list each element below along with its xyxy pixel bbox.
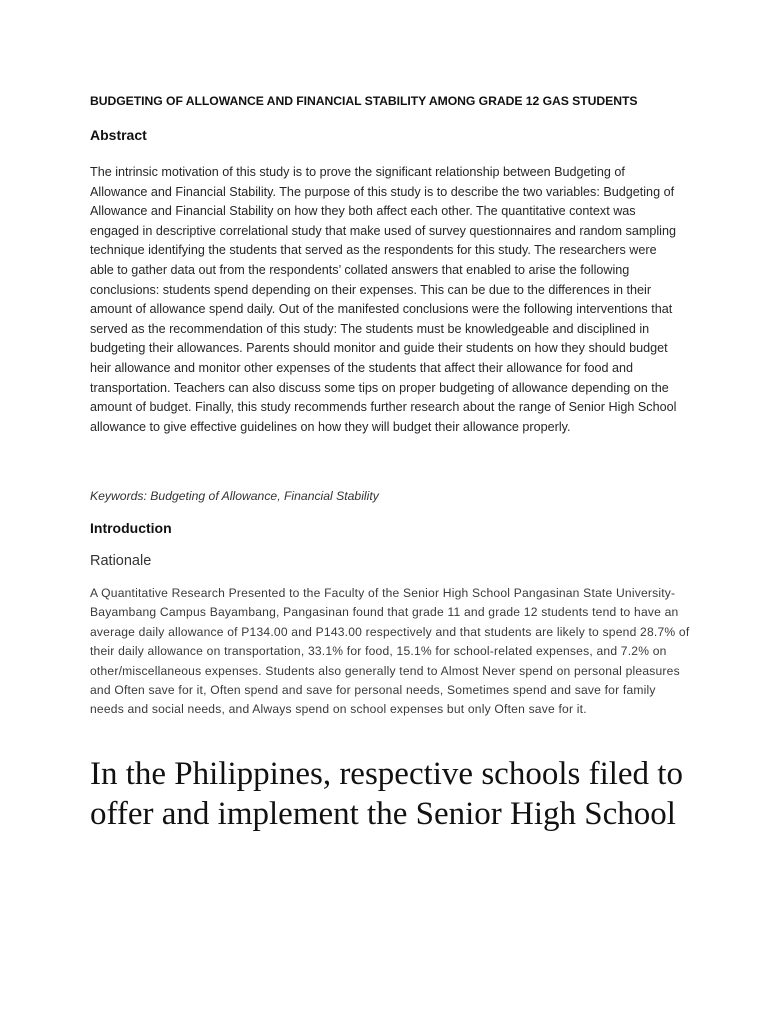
keywords-line: Keywords: Budgeting of Allowance, Financial Stability <box>90 489 379 503</box>
document-title: BUDGETING OF ALLOWANCE AND FINANCIAL STABILITY AMONG GRADE 12 GAS STUDENTS <box>90 94 638 108</box>
rationale-heading: Rationale <box>90 553 152 569</box>
rationale-paragraph: A Quantitative Research Presented to the Faculty of the Senior High School Pangasinan State University-Bayambang Campus Bayambang, Pangasinan found that grade 11 and grade 12 students tend to have an average daily allowance of P134.00 and P143.00 respectively and that students are likely to spend 28.7% of their daily allowance on transportation, 33.1% for food, 15.1% for school-related expenses, and 7.2% on other/miscellaneous expenses. Students also generally tend to Almost Never spend on personal pleasures and Often save for it, Often spend and save for personal needs, Sometimes spend and save for family needs and social needs, and Always spend on school expenses but only Often save for it. <box>90 586 690 717</box>
abstract-heading: Abstract <box>90 127 147 143</box>
introduction-heading: Introduction <box>90 520 172 536</box>
large-paragraph: In the Philippines, respective schools filed to offer and implement the Senior High School <box>90 756 683 832</box>
abstract-paragraph: The intrinsic motivation of this study is to prove the significant relationship between Budgeting of Allowance and Financial Stability. The purpose of this study is to describe the two variables: Budgeting of Allowance and Financial Stability on how they both affect each other. The quantitative context was engaged in descriptive correlational study that make used of survey questionnaires and random sampling technique identifying the students that served as the respondents for this study. The researchers were able to gather data out from the respondents’ collated answers that enabled to arise the following conclusions: students spend depending on their expenses. This can be due to the differences in their amount of allowance spend daily. Out of the manifested conclusions were the following interventions that served as the recommendation of this study: The students must be knowledgeable and disciplined in budgeting their allowances. Parents should monitor and guide their students on how they should budget heir allowance and monitor other expenses of the students that affect their allowance for food and transportation. Teachers can also discuss some tips on proper budgeting of allowance depending on the amount of budget. Finally, this study recommends further research about the range of Senior High School allowance to give effective guidelines on how they will budget their allowance properly. <box>90 165 677 434</box>
